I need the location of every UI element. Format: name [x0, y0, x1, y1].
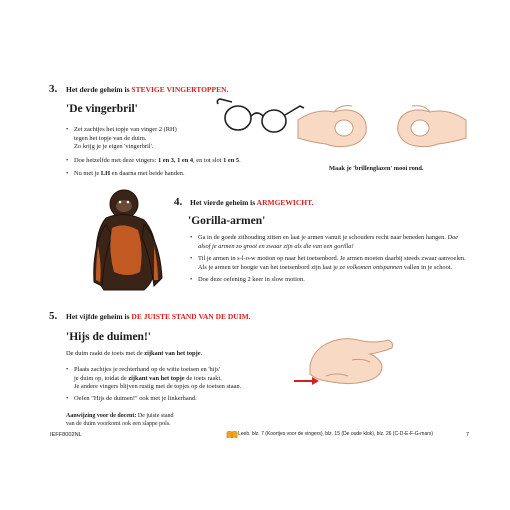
section-3-heading: 'De vingerbril'	[66, 103, 138, 115]
s4-b3: Doe deze oefening 2 keer in slow motion.	[198, 276, 305, 284]
section-3-bullet-1-line-1: Zet zachtjes het topje van vinger 2 (RH)	[74, 126, 177, 133]
section-4-heading: 'Gorilla-armen'	[188, 215, 266, 227]
s4-b1-b: Doe alsof je armen zo groot en zwaar zijn als die van een gorilla!	[198, 234, 459, 250]
section-5-number: 5.	[49, 310, 58, 322]
b2-d: , en tot slot	[193, 156, 224, 164]
teacher-tip-label: Aanwijzing voor de docent:	[66, 413, 137, 419]
teacher-tip	[66, 412, 174, 428]
section-4-bullet-1	[190, 234, 468, 251]
s4-b2-b: volkomen ontspannen	[346, 263, 403, 271]
b3-c: en daarna met beide handen.	[110, 170, 185, 178]
b3-b: LH	[100, 170, 111, 178]
s5-b1-l2a: je duim op, totdat de	[74, 374, 129, 382]
section-3-intro: Het derde geheim is	[66, 85, 132, 94]
s4-b1-a: Ga in de goede zithouding zitten en laat je armen vanuit je schouders recht naar beneden hangen.	[198, 234, 448, 241]
section-5-bullet-1	[66, 366, 316, 392]
section-5-heading: 'Hijs de duimen!'	[66, 331, 151, 343]
s5-b1-l1: Plaats zachtjes je rechterhand op de witte toetsen en 'hijs'	[74, 366, 220, 373]
section-4-number: 4.	[174, 196, 183, 208]
s5-p-c: .	[200, 350, 203, 357]
section-3-highlight: STEVIGE VINGERTOPPEN.	[131, 85, 229, 94]
section-4-title	[190, 198, 313, 207]
footer-references: Leeb. blz. 7 (Koortjes voor de vingers), blz. 15 (De oude klok), blz. 26 (C-D-E-F-G-mars)	[238, 431, 434, 437]
ok-hands-icon	[296, 98, 468, 158]
section-4-bullet-3	[190, 276, 468, 285]
red-arrow-icon	[292, 376, 320, 386]
b3-a: Nu met je	[74, 170, 101, 178]
page-number: 7	[466, 432, 470, 438]
s4-b2-c: vallen in je schoot.	[402, 263, 453, 271]
b2-e: 1 en 5	[223, 156, 240, 164]
footer-code: IEFF8002NL	[50, 432, 82, 438]
s5-b1-l3: Je andere vingers blijven rustig met de topjes op de toetsen staan.	[74, 383, 242, 391]
section-3-bullet-1-line-2: tegen het topje van de duim.	[74, 134, 147, 142]
b2-f: .	[239, 156, 241, 164]
b2-b: 1 en 3	[157, 156, 174, 164]
section-4-intro: Het vierde geheim is	[190, 198, 257, 207]
section-5-title	[66, 312, 251, 321]
s5-p-a: De duim raakt de toets met de	[66, 350, 145, 357]
section-5-paragraph	[66, 350, 202, 359]
b2-c: , 1 en 4	[173, 156, 194, 164]
s5-b1-l2b: zijkant van het topje	[128, 374, 185, 382]
section-5-bullets	[66, 366, 316, 406]
section-3-title	[66, 85, 228, 94]
section-3-bullet-2	[66, 157, 256, 166]
section-5-bullet-2	[66, 395, 316, 404]
section-4-highlight: ARMGEWICHT.	[256, 198, 314, 207]
section-5-intro: Het vijfde geheim is	[66, 312, 132, 321]
section-4-bullets	[190, 234, 468, 288]
teacher-tip-line-1: De juiste stand	[136, 413, 174, 419]
s5-p-b: zijkant van het topje	[144, 350, 201, 357]
s4-b2-a: Til je armen in s-l-o-w motion op naar het toetsenbord. Je armen moeten daarbij steeds zwaar aanvoelen. Als je armen ter hoogte van het toetsenbord zijn laat je ze	[198, 255, 466, 271]
glasses-icon	[214, 96, 306, 140]
b2-a: Doe hetzelfde met deze vingers:	[74, 156, 158, 164]
section-5-highlight: DE JUISTE STAND VAN DE DUIM.	[131, 312, 251, 321]
s5-b1-l2c: de toets raakt.	[184, 374, 222, 382]
gorilla-icon	[84, 186, 170, 296]
section-4-bullet-2	[190, 255, 468, 272]
section-3-bullet-1-line-3: Zo krijg je je eigen 'vingerbril'.	[74, 143, 154, 151]
section-3-bullet-3	[66, 170, 256, 179]
section-3-caption: Maak je 'brillenglazen' mooi rond.	[329, 165, 424, 172]
s5-b2: Oefen "Hijs de duimen!" ook met je linkerhand.	[74, 394, 197, 402]
book-icon	[226, 430, 238, 439]
section-3-number: 3.	[49, 83, 58, 95]
teacher-tip-line-2: van de duim voorkomt ook een slappe pols.	[66, 421, 171, 427]
